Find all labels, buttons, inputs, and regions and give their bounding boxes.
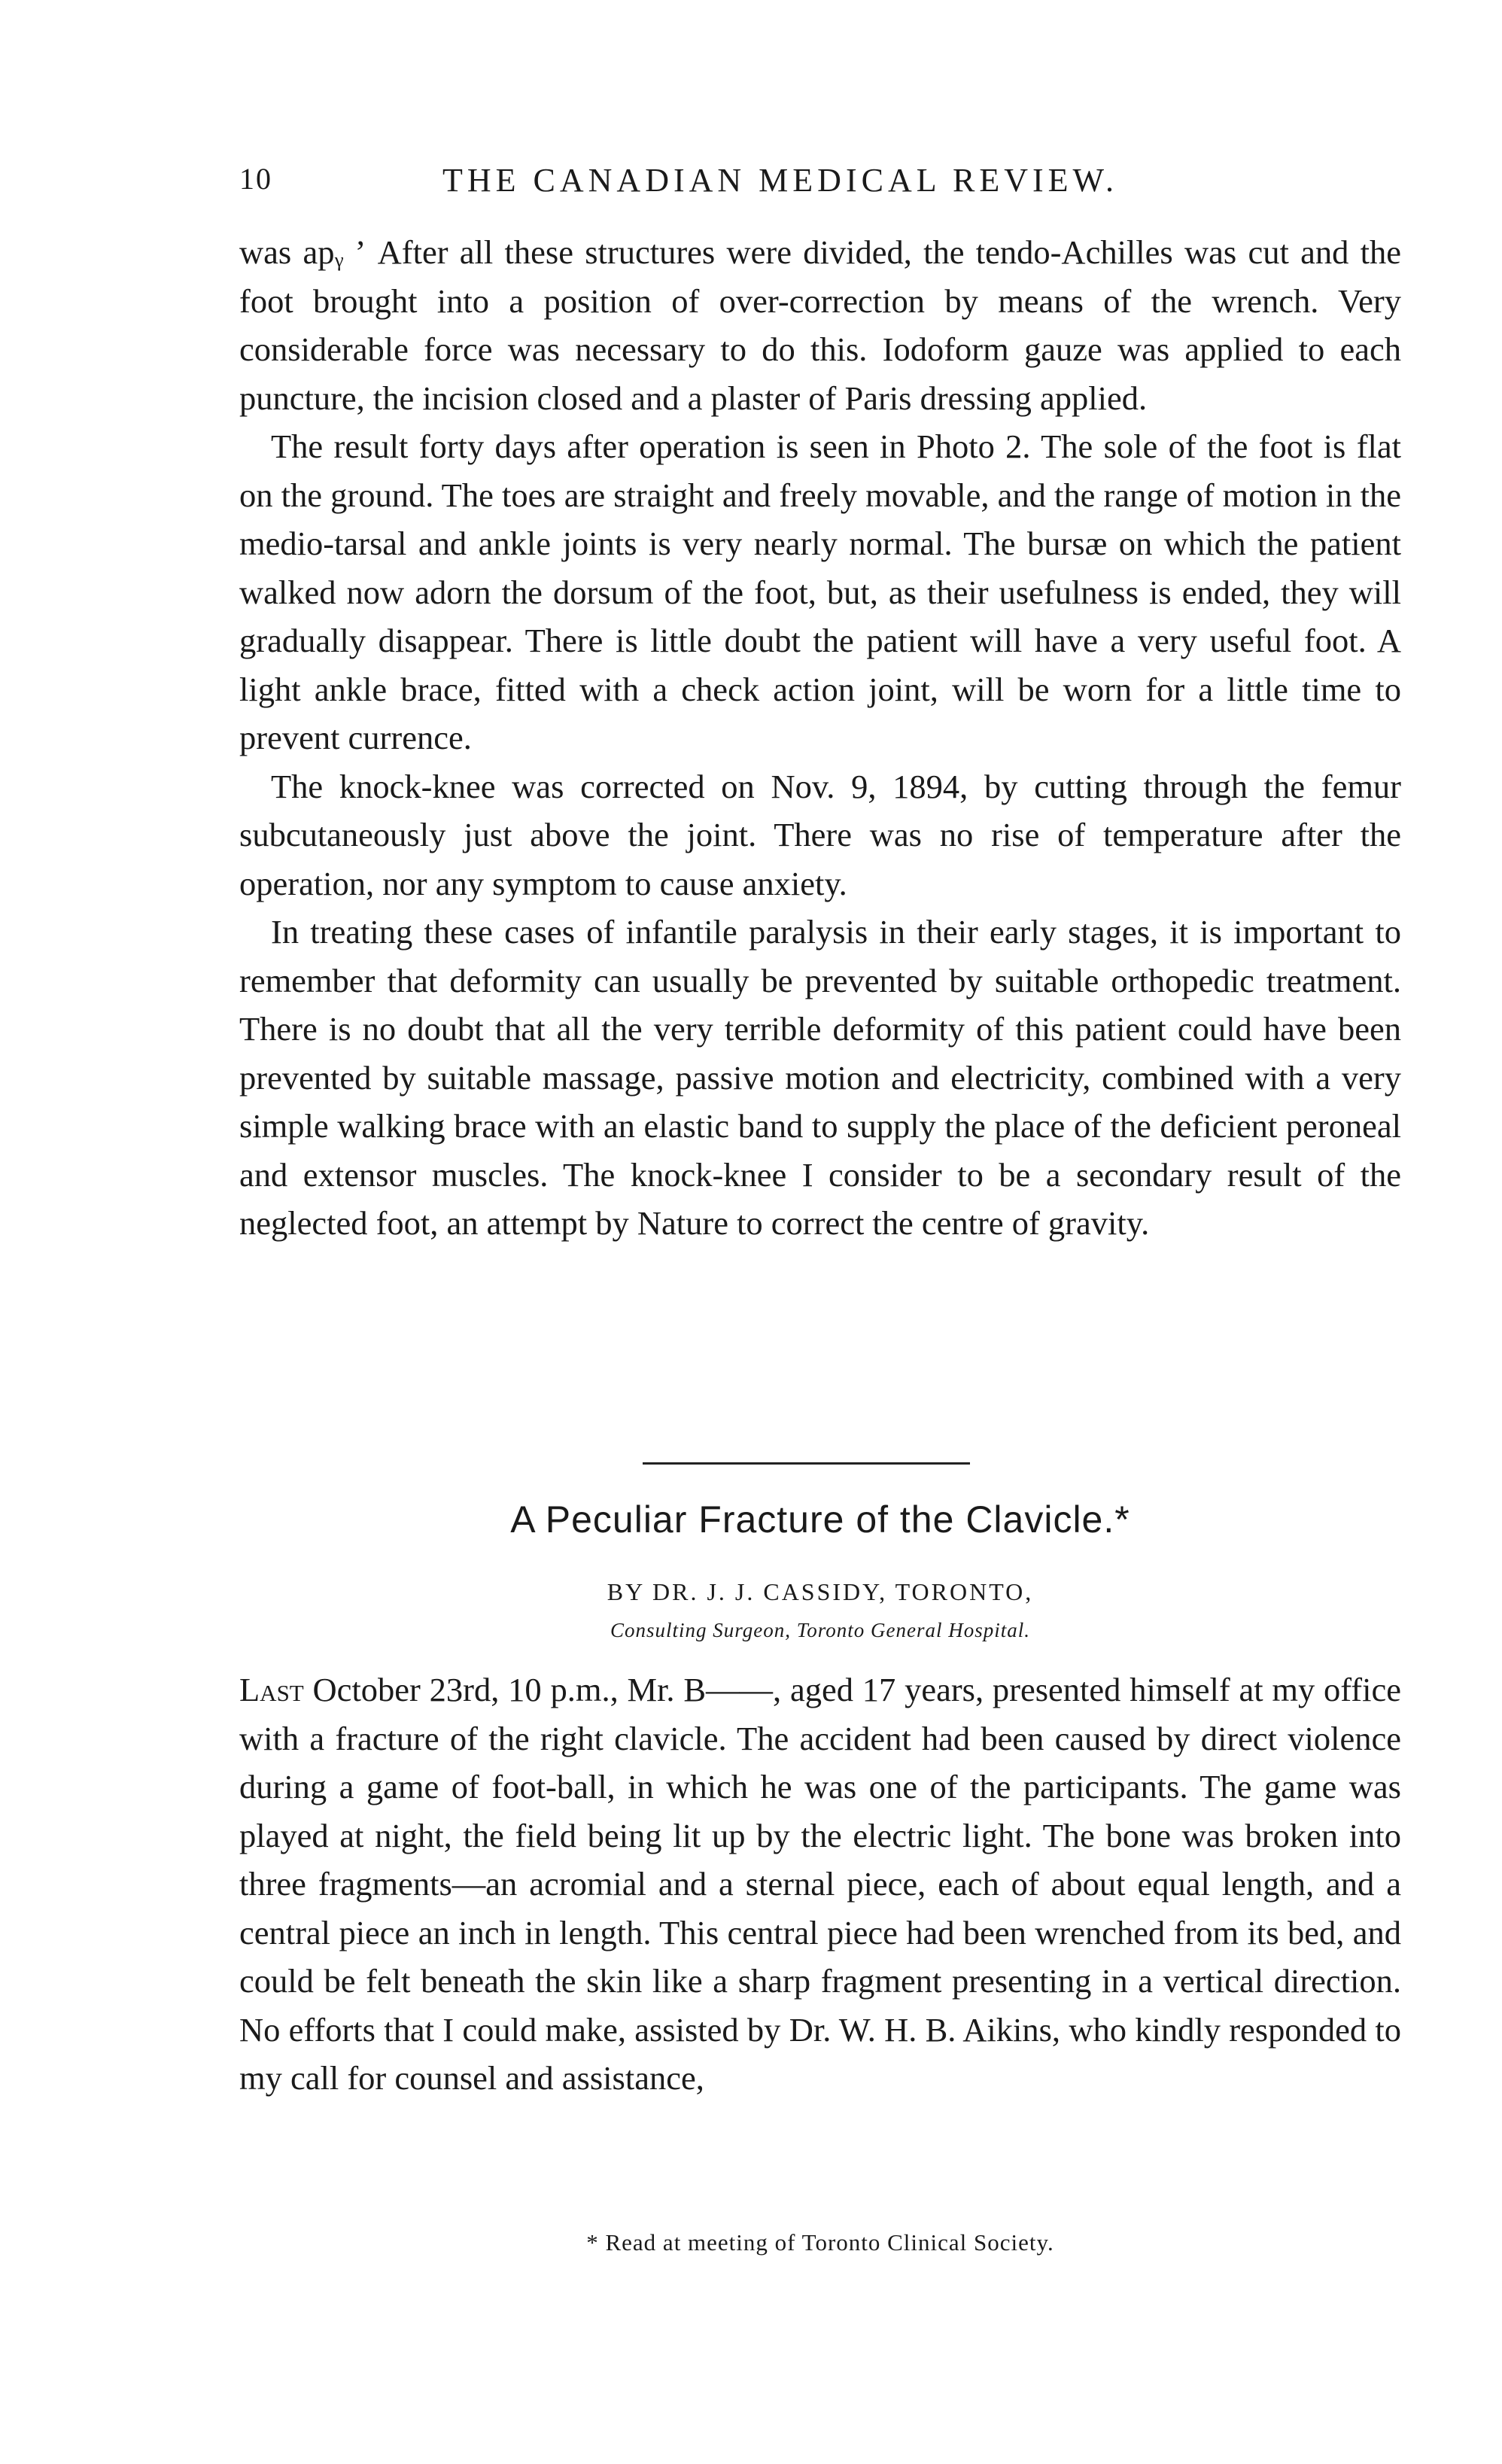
author-affiliation: Consulting Surgeon, Toronto General Hospital. [610, 1619, 1031, 1641]
first-paragraph-text: October 23rd, 10 p.m., Mr. B——, aged 17 years, presented himself at my office with a fracture of the right clavicle. The accident had been caused by direct violence during a game of foot-ball, in which he was one of the participants. The game was played at night, the field being lit up by the electric light. The bone was broken into three fragments—an acromial and a sternal piece, each of about equal length, and a central piece an inch in length. This central piece had been wrenched from its bed, and could be felt beneath the skin like a sharp fragment presenting in a vertical direction. No efforts that I could make, assisted by Dr. W. H. B. Aikins, who kindly responded to my call for counsel and assistance, [239, 1671, 1401, 2097]
paragraph-continuation: was apᵧ ʼ After all these structures were divided, the tendo-Achilles was cut and the foot brought into a position of over-correction by means of the wrench. Very considerable force was necessary to do this. Iodoform gauze was applied to each puncture, the incision closed and a plaster of Paris dressing applied. [239, 233, 1401, 417]
running-head [239, 161, 1368, 206]
body-text [239, 228, 1401, 1248]
article-title: A Peculiar Fracture of the Clavicle.* [510, 1498, 1130, 1541]
paragraph-knock-knee: The knock-knee was corrected on Nov. 9, 1894, by cutting through the femur subcutaneously just above the joint. There was no rise of temperature after the operation, nor any symptom to cause anxiety. [239, 767, 1401, 902]
article-first-paragraph [239, 1665, 1401, 2103]
journal-title: THE CANADIAN MEDICAL REVIEW. [442, 162, 1118, 199]
article-body [239, 1665, 1401, 2103]
page-number: 10 [239, 162, 272, 196]
article-byline: BY DR. J. J. CASSIDY, TORONTO, [607, 1578, 1034, 1605]
lead-in-word: Last [239, 1671, 304, 1708]
section-divider [643, 1462, 970, 1465]
footnote: * Read at meeting of Toronto Clinical Society. [586, 2229, 1054, 2256]
paragraph-result: The result forty days after operation is seen in Photo 2. The sole of the foot is flat on the ground. The toes are straight and freely movable, and the range of motion in the medio-tarsal and ankle joints is very nearly normal. The bursæ on which the patient walked now adorn the dorsum of the foot, but, as their usefulness is ended, they will gradually disappear. There is little doubt the patient will have a very useful foot. A light ankle brace, fitted with a check action joint, will be worn for a little time to prevent currence. [239, 427, 1401, 756]
paragraph-treatment: In treating these cases of infantile paralysis in their early stages, it is important to remember that deformity can usually be prevented by suitable orthopedic treatment. There is no doubt that all the very terrible deformity of this patient could have been prevented by suitable massage, passive motion and electricity, combined with a very simple walking brace with an elastic band to supply the place of the deficient peroneal and extensor muscles. The knock-knee I consider to be a secondary result of the neglected foot, an attempt by Nature to correct the centre of gravity. [239, 913, 1401, 1242]
